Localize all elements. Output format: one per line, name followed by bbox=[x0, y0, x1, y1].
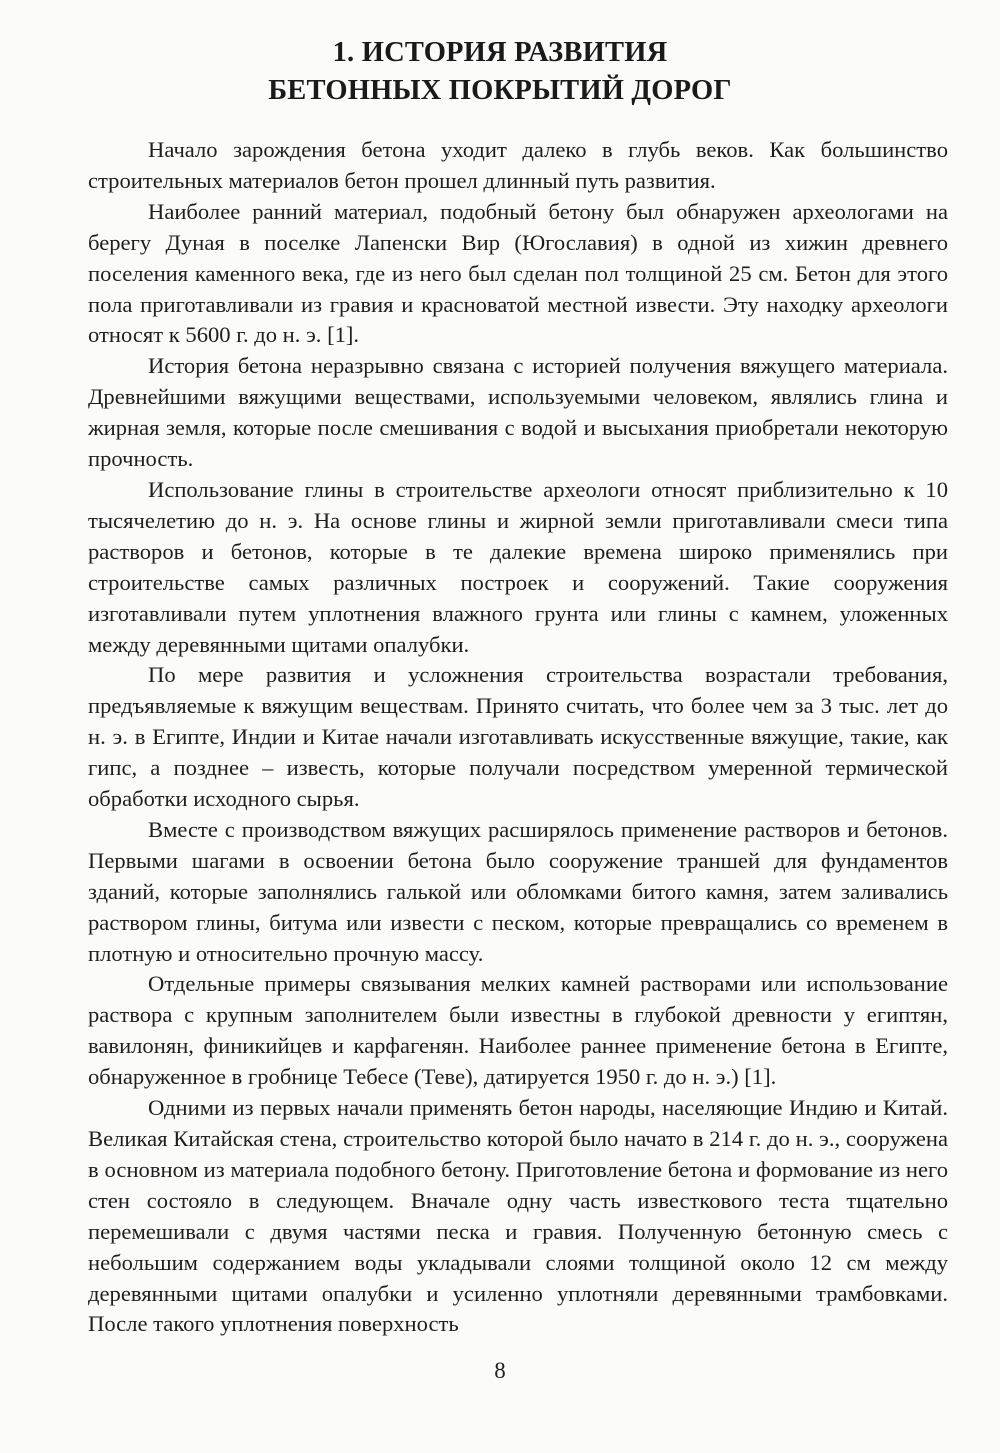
paragraph: История бетона неразрывно связана с историей получения вяжущего материала. Древнейшими вяжущими веществами, используемыми человеком, являлись глина и жирная земля, которые после смешивания с водой и высыхания приобретали некоторую прочность. bbox=[88, 353, 948, 472]
paragraph: Наиболее ранний материал, подобный бетону был обнаружен археологами на берегу Дуная в поселке Лапенски Вир (Югославия) в одной из хижин древнего поселения каменного века, где из него был сделан пол толщиной 25 см. Бетон для этого пола приготавливали из гравия и красноватой местной извести. Эту находку археологи относят к 5600 г. до н. э. [1]. bbox=[88, 198, 948, 348]
paragraph: Использование глины в строительстве археологи относят приблизительно к 10 тысячелетию до н. э. На основе глины и жирной земли приготавливали смеси типа растворов и бетонов, которые в те далекие времена широко применялись при строительстве самых различных построек и сооружений. Такие сооружения изготавливали путем уплотнения влажного грунта или глины с камнем, уложенных между деревянными щитами опалубки. bbox=[88, 476, 948, 657]
chapter-title-line-2: БЕТОННЫХ ПОКРЫТИЙ ДОРОГ bbox=[268, 75, 732, 106]
body-text bbox=[88, 135, 948, 1340]
chapter-title bbox=[0, 34, 1000, 110]
page-number: 8 bbox=[494, 1358, 506, 1383]
paragraph: Вместе с производством вяжущих расширялось применение растворов и бетонов. Первыми шагами в освоении бетона было сооружение траншей для фундаментов зданий, которые заполнялись галькой или обломками битого камня, затем заливались раствором глины, битума или извести с песком, которые превращались со временем в плотную и относительно прочную массу. bbox=[88, 816, 948, 966]
paragraph: По мере развития и усложнения строительства возрастали требования, предъявляемые к вяжущим веществам. Принято считать, что более чем за 3 тыс. лет до н. э. в Египте, Индии и Китае начали изготавливать искусственные вяжущие, такие, как гипс, а позднее – известь, которые получали посредством умеренной термической обработки исходного сырья. bbox=[88, 662, 948, 812]
paragraph: Начало зарождения бетона уходит далеко в глубь веков. Как большинство строительных материалов бетон прошел длинный путь развития. bbox=[88, 137, 948, 193]
paragraph: Отдельные примеры связывания мелких камней растворами или использование раствора с крупным заполнителем были известны в глубокой древности у египтян, вавилонян, финикийцев и карфагенян. Наиболее раннее применение бетона в Египте, обнаруженное в гробнице Тебесе (Теве), датируется 1950 г. до н. э.) [1]. bbox=[88, 971, 948, 1090]
paragraph: Одними из первых начали применять бетон народы, населяющие Индию и Китай. Великая Китайская стена, строительство которой было начато в 214 г. до н. э., сооружена в основном из материала подобного бетону. Приготовление бетона и формование из него стен состояло в следующем. Вначале одну часть известкового теста тщательно перемешивали с двумя частями песка и гравия. Полученную бетонную смесь с небольшим содержанием воды укладывали слоями толщиной около 12 см между деревянными щитами опалубки и усиленно уплотняли деревянными трамбовками. После такого уплотнения поверхность bbox=[88, 1095, 948, 1337]
chapter-title-line-1: 1. ИСТОРИЯ РАЗВИТИЯ bbox=[332, 37, 668, 68]
